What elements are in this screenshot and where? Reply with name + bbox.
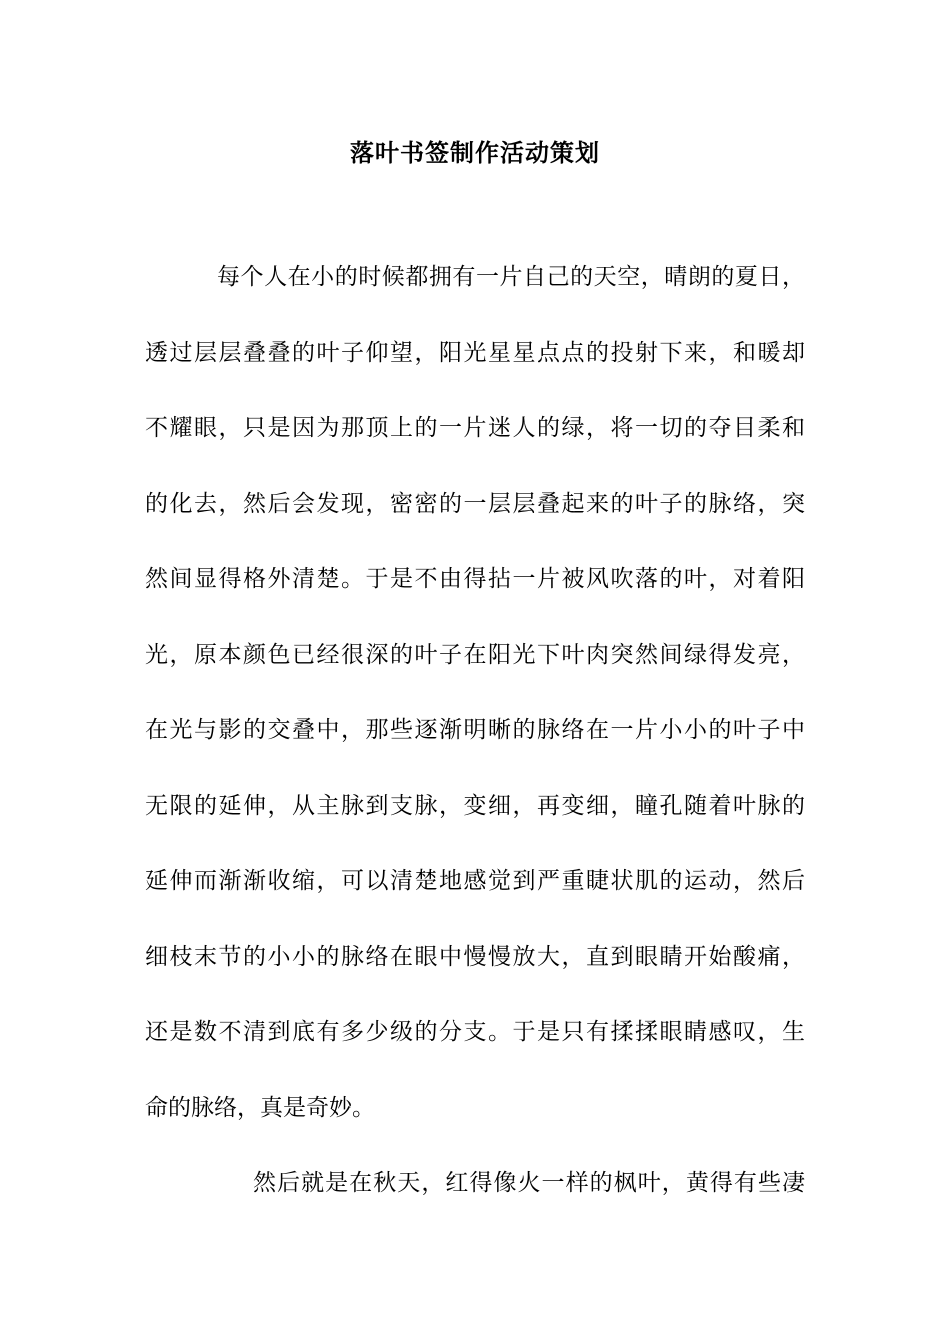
paragraph-line: 不耀眼，只是因为那顶上的一片迷人的绿，将一切的夺目柔和: [145, 415, 805, 441]
paragraph-line: 延伸而渐渐收缩，可以清楚地感觉到严重睫状肌的运动，然后: [145, 868, 805, 894]
paragraph-line: 在光与影的交叠中，那些逐渐明晰的脉络在一片小小的叶子中: [145, 717, 805, 743]
document-body: [145, 253, 805, 1235]
paragraph-line: 每个人在小的时候都拥有一片自己的天空，晴朗的夏日，: [217, 264, 805, 290]
paragraph-line: 光，原本颜色已经很深的叶子在阳光下叶肉突然间绿得发亮，: [145, 641, 805, 668]
paragraph-line: 无限的延伸，从主脉到支脉，变细，再变细，瞳孔随着叶脉的: [145, 792, 805, 819]
paragraph-line: 然后就是在秋天，红得像火一样的枫叶，黄得有些凄: [253, 1170, 805, 1196]
paragraph-line: 透过层层叠叠的叶子仰望，阳光星星点点的投射下来，和暖却: [145, 339, 805, 366]
paragraph-line: 然间显得格外清楚。于是不由得拈一片被风吹落的叶，对着阳: [145, 566, 805, 592]
document-title: 落叶书签制作活动策划: [350, 138, 600, 167]
paragraph-line: 命的脉络，真是奇妙。: [145, 1094, 375, 1121]
paragraph-line: 细枝末节的小小的脉络在眼中慢慢放大，直到眼睛开始酸痛，: [145, 943, 805, 970]
paragraph-line: 还是数不清到底有多少级的分支。于是只有揉揉眼睛感叹，生: [145, 1019, 805, 1045]
paragraph-line: 的化去，然后会发现，密密的一层层叠起来的叶子的脉络，突: [145, 490, 805, 517]
